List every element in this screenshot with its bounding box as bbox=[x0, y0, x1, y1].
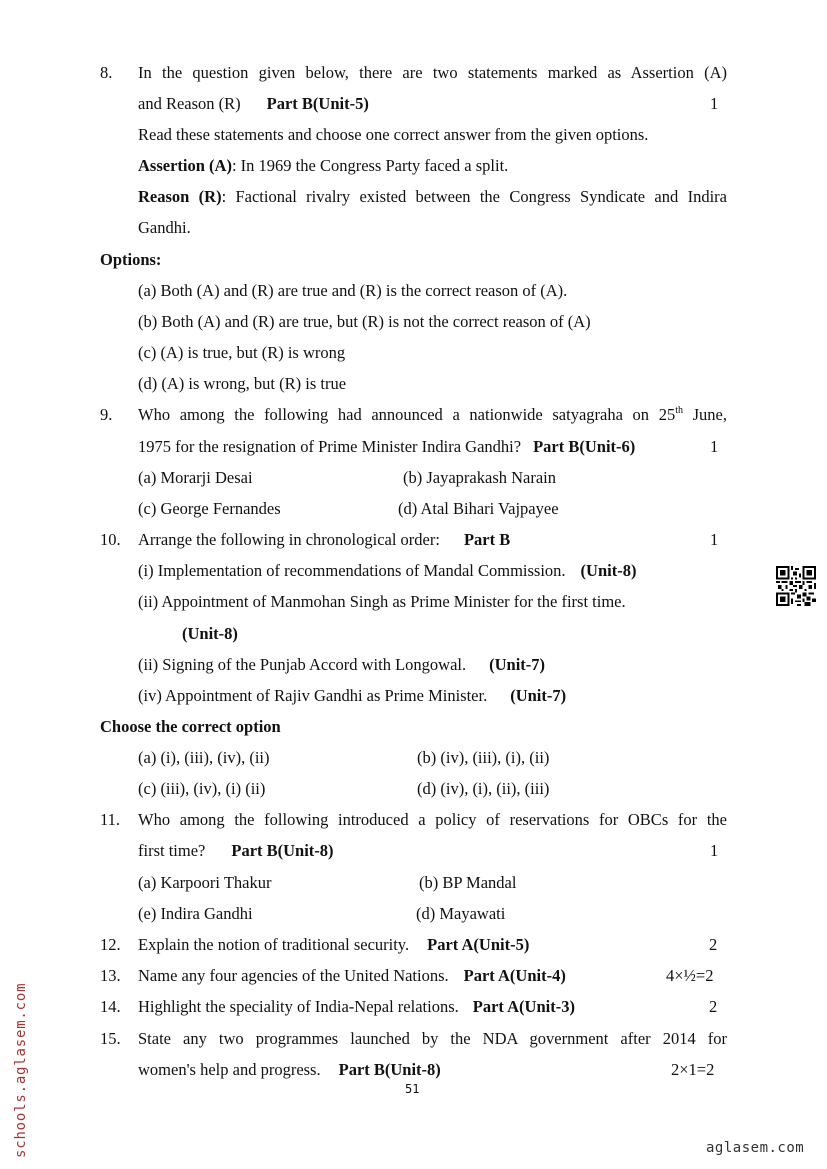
q9-superscript: th bbox=[675, 405, 683, 416]
q11-option-c: (e) Indira Gandhi bbox=[138, 904, 253, 923]
q8-instruction: Read these statements and choose one correct answer from the given options. bbox=[138, 125, 649, 144]
q8-assertion bbox=[138, 156, 508, 176]
q10-option-c: (c) (iii), (iv), (i) (ii) bbox=[138, 779, 266, 798]
q10-item-1-text: (i) Implementation of recommendations of Mandal Commission. bbox=[138, 561, 566, 580]
q10-item-3-tag: (Unit-7) bbox=[489, 655, 546, 674]
q11-unit-tag: Part B(Unit-8) bbox=[231, 841, 334, 860]
q13-marks: 4×½=2 bbox=[666, 966, 714, 985]
reason-text: : Factional rivalry existed between the Congress Syndicate and Indira bbox=[221, 187, 727, 206]
q11-marks: 1 bbox=[710, 841, 719, 860]
q14-marks: 2 bbox=[709, 997, 718, 1016]
q9-marks: 1 bbox=[710, 437, 719, 456]
q9-unit-tag: Part B(Unit-6) bbox=[533, 437, 636, 456]
q10-option-b: (b) (iv), (iii), (i), (ii) bbox=[417, 748, 550, 767]
q8-reason-cont: Gandhi. bbox=[138, 218, 191, 237]
q8-option-a: (a) Both (A) and (R) are true and (R) is the correct reason of (A). bbox=[138, 281, 568, 300]
q11-option-d: (d) Mayawati bbox=[416, 904, 506, 923]
q9-option-c: (c) George Fernandes bbox=[138, 499, 281, 518]
q15-marks: 2×1=2 bbox=[671, 1060, 715, 1079]
q13-number: 13. bbox=[100, 966, 121, 985]
q10-line1 bbox=[138, 530, 510, 550]
q14-unit-tag: Part A(Unit-3) bbox=[472, 997, 575, 1016]
q12-unit-tag: Part A(Unit-5) bbox=[427, 935, 530, 954]
q10-option-d: (d) (iv), (i), (ii), (iii) bbox=[417, 779, 550, 798]
q9-option-a: (a) Morarji Desai bbox=[138, 468, 253, 487]
q9-option-b: (b) Jayaprakash Narain bbox=[403, 468, 557, 487]
q11-option-b: (b) BP Mandal bbox=[419, 873, 517, 892]
q10-item-1 bbox=[138, 561, 636, 581]
q11-line1: Who among the following introduced a policy of reservations for OBCs for the bbox=[138, 810, 727, 829]
choose-heading-text: Choose the correct option bbox=[100, 717, 281, 736]
q9-line1 bbox=[138, 405, 727, 425]
q11-line2 bbox=[138, 841, 334, 861]
q9-line1-text: Who among the following had announced a nationwide satyagraha on 25 bbox=[138, 405, 676, 424]
q10-item-3 bbox=[138, 655, 545, 675]
q10-item-4-text: (iv) Appointment of Rajiv Gandhi as Prime Minister. bbox=[138, 686, 488, 705]
q12-number: 12. bbox=[100, 935, 121, 954]
q10-item-2: (ii) Appointment of Manmohan Singh as Prime Minister for the first time. bbox=[138, 592, 626, 611]
q10-item-4-tag: (Unit-7) bbox=[510, 686, 567, 705]
q11-option-a: (a) Karpoori Thakur bbox=[138, 873, 272, 892]
qr-code-icon[interactable] bbox=[776, 566, 816, 606]
assertion-label: Assertion (A) bbox=[138, 156, 232, 175]
q15-line1: State any two programmes launched by the NDA government after 2014 for bbox=[138, 1029, 727, 1048]
watermark-bottom: aglasem.com bbox=[706, 1140, 805, 1156]
q9-line2-text: 1975 for the resignation of Prime Minister Indira Gandhi? bbox=[138, 437, 522, 456]
q15-unit-tag: Part B(Unit-8) bbox=[338, 1060, 441, 1079]
q13-text: Name any four agencies of the United Nations. bbox=[138, 966, 449, 985]
q12-text: Explain the notion of traditional security. bbox=[138, 935, 410, 954]
q10-line1-text: Arrange the following in chronological order: bbox=[138, 530, 440, 549]
page-number: 51 bbox=[405, 1082, 420, 1096]
q10-item-2-tag-line bbox=[182, 624, 238, 644]
q13-unit-tag: Part A(Unit-4) bbox=[463, 966, 566, 985]
choose-heading bbox=[100, 717, 281, 737]
q8-reason bbox=[138, 187, 727, 207]
assertion-text: : In 1969 the Congress Party faced a split. bbox=[231, 156, 509, 175]
q10-number: 10. bbox=[100, 530, 121, 549]
q10-marks: 1 bbox=[710, 530, 719, 549]
q9-line1-end: June, bbox=[692, 405, 728, 424]
q11-line2-text: first time? bbox=[138, 841, 206, 860]
q10-option-a: (a) (i), (iii), (iv), (ii) bbox=[138, 748, 270, 767]
q8-option-d: (d) (A) is wrong, but (R) is true bbox=[138, 374, 347, 393]
q15-line2-text: women's help and progress. bbox=[138, 1060, 321, 1079]
q11-number: 11. bbox=[100, 810, 121, 829]
q15-line2 bbox=[138, 1060, 441, 1080]
q8-line2 bbox=[138, 94, 369, 114]
q8-unit-tag: Part B(Unit-5) bbox=[266, 94, 369, 113]
q10-item-2-tag: (Unit-8) bbox=[182, 624, 238, 643]
options-heading bbox=[100, 250, 161, 270]
q13-line bbox=[138, 966, 566, 986]
q10-item-4 bbox=[138, 686, 566, 706]
q14-line bbox=[138, 997, 575, 1017]
q10-part-tag: Part B bbox=[463, 530, 511, 549]
q8-line1: In the question given below, there are two statements marked as Assertion (A) bbox=[138, 63, 727, 82]
q14-text: Highlight the speciality of India-Nepal relations. bbox=[138, 997, 459, 1016]
q8-option-c: (c) (A) is true, but (R) is wrong bbox=[138, 343, 346, 362]
q9-option-d: (d) Atal Bihari Vajpayee bbox=[398, 499, 559, 518]
watermark-side: schools.aglasem.com bbox=[13, 982, 29, 1158]
q10-item-3-text: (ii) Signing of the Punjab Accord with Longowal. bbox=[138, 655, 467, 674]
q9-number: 9. bbox=[100, 405, 113, 424]
q14-number: 14. bbox=[100, 997, 121, 1016]
q8-number: 8. bbox=[100, 63, 113, 82]
q8-line2-text: and Reason (R) bbox=[138, 94, 241, 113]
options-heading-text: Options: bbox=[100, 250, 162, 269]
q12-line bbox=[138, 935, 529, 955]
q15-number: 15. bbox=[100, 1029, 121, 1048]
q10-item-1-tag: (Unit-8) bbox=[580, 561, 637, 580]
reason-label: Reason (R) bbox=[138, 187, 222, 206]
q8-marks: 1 bbox=[710, 94, 719, 113]
q8-option-b: (b) Both (A) and (R) are true, but (R) is not the correct reason of (A) bbox=[138, 312, 591, 331]
q9-line2 bbox=[138, 437, 635, 457]
q12-marks: 2 bbox=[709, 935, 718, 954]
